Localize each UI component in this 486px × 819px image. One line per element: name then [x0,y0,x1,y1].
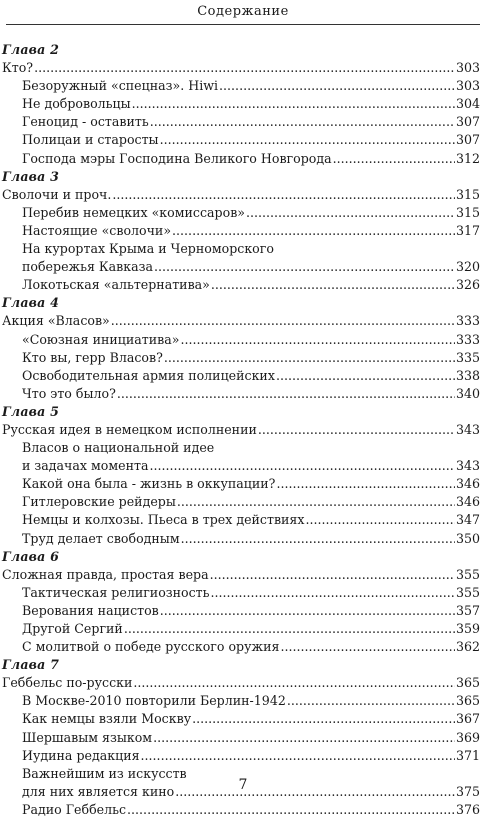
dot-leader [246,204,455,222]
toc-entry-page: 355 [455,566,480,582]
dot-leader [192,710,455,728]
toc-entry-page: 303 [455,60,480,76]
toc-entry-page: 307 [455,132,480,148]
toc-entry [0,511,486,529]
toc-entry-page: 359 [455,621,480,636]
chapter-heading: Глава 5 [2,403,60,419]
toc-entry-title: Акция «Власов» [2,313,110,329]
toc-entry-page: 338 [455,367,480,383]
toc-entry-title: Какой она была - жизнь в оккупации? [22,476,276,492]
toc-entry [0,59,486,77]
dot-leader [181,530,455,548]
dot-leader [276,475,455,493]
dot-leader [112,186,455,204]
toc-entry [0,204,486,222]
dot-leader [34,59,455,77]
toc-entry-title: для них является кино [22,783,175,799]
toc-entry-title: Полицаи и старосты [22,132,159,148]
toc-entry-title: Кто вы, герр Власов? [22,349,163,365]
toc-entry [0,602,486,620]
toc-entry [0,620,486,638]
chapter-heading: Глава 6 [2,548,60,564]
toc-entry-title: Геноцид - оставить [22,114,149,130]
chapter-heading: Глава 4 [2,295,60,311]
toc-entry [0,258,486,276]
dot-leader [160,131,455,149]
toc-entry-title: Освободительная армия полицейских [22,367,275,383]
toc-entry-title: Тактическая религиозность [22,584,210,600]
dot-leader [258,421,455,439]
toc-entry-title: Что это было? [22,385,116,401]
toc-entry-page: 365 [455,675,480,691]
dot-leader [211,276,455,294]
toc-entry [0,475,486,493]
toc-entry-title: Геббельс по-русски [2,675,133,691]
toc-entry-page: 365 [455,693,480,709]
dot-leader [141,747,455,765]
toc-entry [0,692,486,710]
toc-entry [0,674,486,692]
toc-entry-title: побережья Кавказа [22,259,154,275]
toc-entry-page: 362 [455,639,480,655]
toc-entry-page: 346 [455,476,480,492]
toc-entry-line: Власов о национальной идее [22,440,215,456]
table-of-contents [0,41,486,819]
toc-entry-page: 369 [455,729,480,745]
dot-leader [305,511,454,529]
toc-entry-title: Иудина редакция [22,747,140,763]
toc-entry [0,349,486,367]
toc-entry-page: 326 [455,277,480,293]
dot-leader [150,113,455,131]
toc-entry-title: Безоружный «спецназ». Hiwi [22,78,219,94]
toc-entry [0,638,486,656]
toc-entry [0,113,486,131]
toc-entry-title: Настоящие «сволочи» [22,222,172,238]
toc-entry [0,276,486,294]
page-header-title: Содержание [197,4,289,19]
toc-entry [0,584,486,602]
toc-entry-page: 317 [455,222,480,238]
dot-leader [164,349,455,367]
toc-entry-page: 333 [455,331,480,347]
dot-leader [124,620,455,638]
toc-entry-page: 303 [455,78,480,94]
toc-entry-title: Как немцы взяли Москву [22,711,192,727]
toc-entry-page: 343 [455,421,480,437]
toc-entry [0,385,486,403]
dot-leader [211,584,455,602]
chapter-heading: Глава 2 [2,42,60,57]
toc-entry-page: 333 [455,313,480,329]
chapter-heading: Глава 7 [2,657,60,673]
toc-entry [0,710,486,728]
dot-leader [133,674,455,692]
toc-entry [0,493,486,511]
toc-entry-title: Немцы и колхозы. Пьеса в трех действиях [22,512,305,528]
toc-entry-title: Перебив немецких «комиссаров» [22,204,245,220]
dot-leader [172,222,455,240]
dot-leader [210,566,455,584]
toc-entry-page: 307 [455,114,480,130]
toc-entry-title: Шершавым языком [22,729,153,745]
dot-leader [154,258,455,276]
toc-entry [0,331,486,349]
toc-entry [0,312,486,330]
dot-leader [180,331,455,349]
toc-entry-title: Локотьская «альтернатива» [22,277,210,293]
toc-entry [0,367,486,385]
toc-entry-page: 347 [455,512,480,528]
toc-entry [0,150,486,168]
toc-entry-page: 304 [455,96,480,112]
toc-entry-page: 315 [455,186,480,202]
dot-leader [177,493,455,511]
toc-entry-title: и задачах момента [22,458,149,474]
toc-entry [0,530,486,548]
toc-entry [0,747,486,765]
toc-entry-title: Труд делает свободным [22,530,180,546]
page-number: 7 [238,777,248,793]
toc-entry-title: Кто? [2,60,34,76]
dot-leader [132,95,455,113]
toc-entry-page: 340 [455,385,480,401]
toc-entry-page: 346 [455,494,480,510]
header-rule [6,24,480,25]
toc-entry-page: 371 [455,747,480,763]
toc-entry-title: Господа мэры Господина Великого Новгорода [22,150,332,166]
toc-entry-title: Не добровольцы [22,96,131,112]
dot-leader [276,367,455,385]
toc-entry-page: 355 [455,584,480,600]
toc-entry-page: 312 [455,150,480,166]
dot-leader [111,312,455,330]
chapter-heading: Глава 3 [2,168,60,184]
toc-entry [0,421,486,439]
toc-entry-title: В Москве-2010 повторили Берлин-1942 [22,693,286,709]
toc-entry-page: 335 [455,349,480,365]
dot-leader [333,150,455,168]
toc-entry-title: Другой Сергий [22,621,123,636]
dot-leader [127,801,455,819]
toc-entry-page: 343 [455,458,480,474]
toc-entry-title: С молитвой о победе русского оружия [22,639,280,655]
toc-entry-title: Сволочи и проч. [2,186,112,202]
toc-entry [0,801,486,819]
toc-entry-title: Русская идея в немецком исполнении [2,421,257,437]
dot-leader [160,602,455,620]
toc-entry [0,131,486,149]
dot-leader [287,692,455,710]
toc-entry-title: Гитлеровские рейдеры [22,494,176,510]
toc-entry-line: Важнейшим из искусств [22,765,187,781]
dot-leader [149,457,454,475]
toc-entry-title: «Союзная инициатива» [22,331,180,347]
toc-entry-page: 357 [455,602,480,618]
dot-leader [117,385,455,403]
toc-entry-page: 375 [455,783,480,799]
toc-entry-page: 315 [455,204,480,220]
toc-entry [0,77,486,95]
dot-leader [153,729,455,747]
dot-leader [219,77,455,95]
toc-entry [0,457,486,475]
toc-entry-line: На курортах Крыма и Черноморского [22,241,274,257]
toc-entry-page: 350 [455,530,480,546]
toc-entry [0,186,486,204]
toc-entry-page: 376 [455,801,480,817]
toc-entry [0,95,486,113]
dot-leader [280,638,455,656]
toc-entry [0,222,486,240]
toc-entry-title: Верования нацистов [22,602,159,618]
toc-entry [0,729,486,747]
toc-entry-title: Радио Геббельс [22,801,127,817]
toc-entry-page: 320 [455,259,480,275]
toc-entry-page: 367 [455,711,480,727]
toc-entry-title: Сложная правда, простая вера [2,566,209,582]
toc-entry [0,566,486,584]
